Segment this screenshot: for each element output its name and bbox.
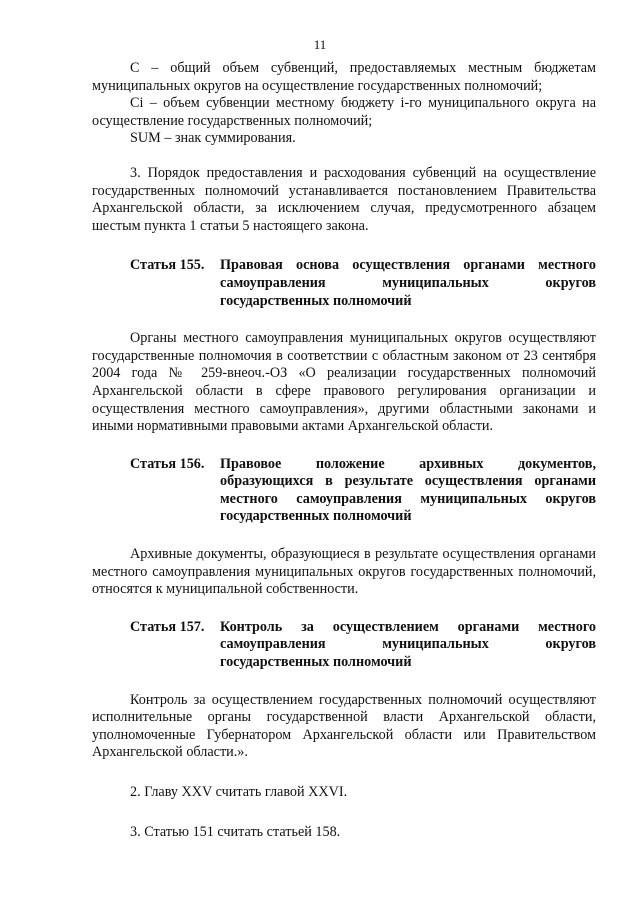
page-number: 11 — [313, 37, 327, 52]
formula-ci-definition: Сi – объем субвенции местному бюджету i-го муниципального округа на осуществление государственных полномочий; — [92, 95, 596, 129]
article-156-text: Архивные документы, образующиеся в результате осуществления органами местного самоуправления муниципальных округов государственных полномочий, относятся к муниципальной собственности. — [92, 546, 596, 598]
article-156-heading — [92, 456, 596, 526]
article-156-title: Правовое положение архивных документов, образующихся в результате осуществления органами местного самоуправления муниципальных округов государственных полномочий — [220, 455, 596, 525]
article-157-text: Контроль за осуществлением государственных полномочий осуществляют исполнительные органы государственной власти Архангельской области, уполномоченные Губернатором Архангельской области или Правительством Архангельской области.». — [92, 691, 596, 761]
closing-item-2: 2. Главу XXV считать главой XXVI. — [130, 784, 348, 800]
article-155-heading — [92, 257, 596, 310]
article-157-heading — [92, 619, 596, 672]
article-157-number: Статья 157. — [130, 618, 205, 635]
article-157-title: Контроль за осуществлением органами местного самоуправления муниципальных округов государственных полномочий — [220, 618, 596, 671]
article-156-number: Статья 156. — [130, 455, 205, 472]
closing-item-3: 3. Статью 151 считать статьей 158. — [130, 823, 341, 840]
article-155-text: Органы местного самоуправления муниципальных округов осуществляют государственные полномочия в соответствии с областным законом от 23 сентября 2004 года № 259-внеоч.-ОЗ «О реализации государственных полномочий Архангельской области в сфере правового регулирования организации и осуществления местного самоуправления», другими областными законами и иными нормативными правовыми актами Архангельской области. — [92, 330, 596, 435]
item-3-paragraph: 3. Порядок предоставления и расходования субвенций на осуществление государственных полномочий устанавливается постановлением Правительства Архангельской области, за исключением случая, предусмотренного абзацем шестым пункта 1 статьи 5 настоящего закона. — [92, 164, 596, 234]
formula-sum-definition: SUM – знак суммирования. — [130, 130, 296, 147]
article-155-number: Статья 155. — [130, 257, 205, 274]
document-body — [92, 60, 596, 841]
article-155-title: Правовая основа осуществления органами местного самоуправления муниципальных округов государственных полномочий — [220, 257, 596, 309]
formula-c-definition: С – общий объем субвенций, предоставляемых местным бюджетам муниципальных округов на осуществление государственных полномочий; — [92, 60, 596, 94]
